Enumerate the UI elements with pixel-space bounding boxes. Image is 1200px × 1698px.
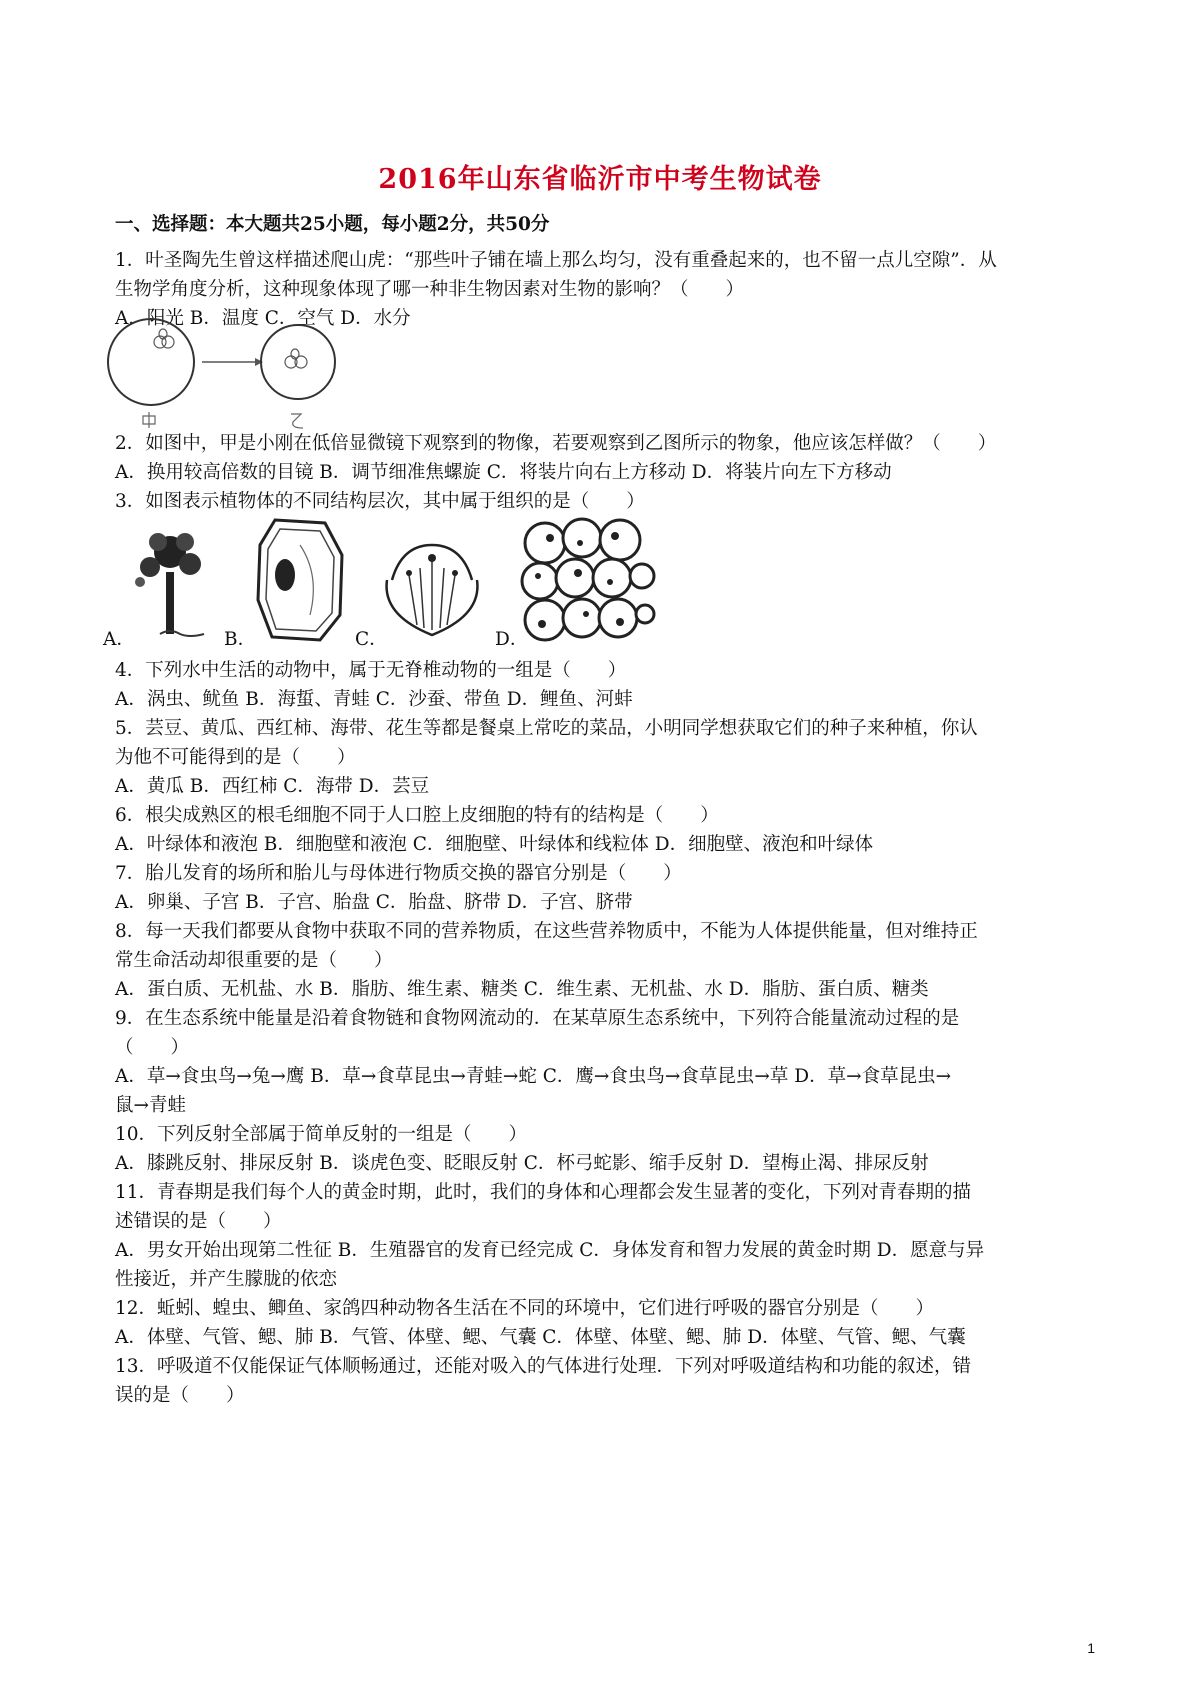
q3-label-b: B． (224, 629, 257, 650)
q3-label-a: A． (103, 629, 135, 650)
q4-stem: 4．下列水中生活的动物中，属于无脊椎动物的一组是（ ） (115, 660, 627, 681)
q3-label-d: D． (495, 629, 529, 650)
q10-stem: 10．下列反射全部属于简单反射的一组是（ ） (115, 1124, 528, 1145)
q8-line-2: 常生命活动却很重要的是（ ） (115, 950, 393, 971)
q10-options: A．膝跳反射、排尿反射 B．谈虎色变、眨眼反射 C．杯弓蛇影、缩手反射 D．望梅止渴、排尿反射 (115, 1153, 929, 1174)
q1-options: A．阳光 B．温度 C．空气 D．水分 (115, 308, 411, 329)
q2-options: A．换用较高倍数的目镜 B．调节细准焦螺旋 C．将装片向右上方移动 D．将装片向左下方移动 (115, 462, 892, 483)
q11-line-2: 述错误的是（ ） (115, 1211, 282, 1232)
q3-plant-cell-image (250, 515, 350, 645)
q12-options: A．体壁、气管、鳃、肺 B．气管、体壁、鳃、气囊 C．体壁、体壁、鳃、肺 D．体壁、气管、鳃、气囊 (115, 1327, 966, 1348)
page-title: 2016年山东省临沂市中考生物试卷 (378, 164, 822, 195)
q9-line-2: （ ） (115, 1037, 190, 1058)
q11-options-2: 性接近，并产生朦胧的依恋 (115, 1269, 338, 1290)
q3-flower-image (382, 540, 482, 640)
page-number: 1 (1087, 1640, 1095, 1656)
section-heading: 一、选择题：本大题共25小题，每小题2分，共50分 (115, 214, 550, 235)
q13-line-2: 误的是（ ） (115, 1385, 245, 1406)
q3-tree-image (130, 522, 210, 642)
field-circle-yi (261, 325, 335, 399)
q4-options: A．涡虫、鱿鱼 B．海蜇、青蛙 C．沙蚕、带鱼 D．鲤鱼、河蚌 (115, 689, 633, 710)
q11-line-1: 11．青春期是我们每个人的黄金时期，此时，我们的身体和心理都会发生显著的变化，下列对青春期的描 (115, 1182, 972, 1203)
q1-line-1: 1．叶圣陶先生曾这样描述爬山虎：“那些叶子铺在墙上那么均匀，没有重叠起来的，也不留一点儿空隙”．从 (115, 250, 997, 271)
q2-stem: 2．如图中，甲是小刚在低倍显微镜下观察到的物像，若要观察到乙图所示的物象，他应该怎样做？（ ） (115, 433, 997, 454)
q5-options: A．黄瓜 B．西红柿 C．海带 D．芸豆 (115, 776, 430, 797)
q8-line-1: 8．每一天我们都要从食物中获取不同的营养物质，在这些营养物质中，不能为人体提供能量，但对维持正 (115, 921, 978, 942)
q1-line-2: 生物学角度分析，这种现象体现了哪一种非生物因素对生物的影响？（ ） (115, 279, 745, 300)
q2-microscope-figure (105, 318, 345, 430)
q9-options-2: 鼠→青蛙 (115, 1095, 187, 1116)
q5-line-2: 为他不可能得到的是（ ） (115, 747, 356, 768)
q9-options-1: A．草→食虫鸟→兔→鹰 B．草→食草昆虫→青蛙→蛇 C．鹰→食虫鸟→食草昆虫→草 D．草→食草昆虫→ (115, 1066, 952, 1087)
q7-options: A．卵巢、子宫 B．子宫、胎盘 C．胎盘、脐带 D．子宫、脐带 (115, 892, 633, 913)
q3-tissue-image (520, 518, 655, 650)
q3-label-c: C． (355, 629, 388, 650)
q12-stem: 12．蚯蚓、蝗虫、鲫鱼、家鸽四种动物各生活在不同的环境中，它们进行呼吸的器官分别是（ ） (115, 1298, 935, 1319)
q6-stem: 6．根尖成熟区的根毛细胞不同于人口腔上皮细胞的特有的结构是（ ） (115, 805, 719, 826)
field-circle-jia (108, 319, 194, 405)
q7-stem: 7．胎儿发育的场所和胎儿与母体进行物质交换的器官分别是（ ） (115, 863, 682, 884)
q6-options: A．叶绿体和液泡 B．细胞壁和液泡 C．细胞壁、叶绿体和线粒体 D．细胞壁、液泡和叶绿体 (115, 834, 874, 855)
q11-options-1: A．男女开始出现第二性征 B．生殖器官的发育已经完成 C．身体发育和智力发展的黄金时期 D．愿意与异 (115, 1240, 985, 1261)
q3-stem: 3．如图表示植物体的不同结构层次，其中属于组织的是（ ） (115, 491, 645, 512)
q5-line-1: 5．芸豆、黄瓜、西红柿、海带、花生等都是餐桌上常吃的菜品，小明同学想获取它们的种子来种植，你认 (115, 718, 978, 739)
q13-line-1: 13．呼吸道不仅能保证气体顺畅通过，还能对吸入的气体进行处理．下列对呼吸道结构和功能的叙述，错 (115, 1356, 972, 1377)
q9-line-1: 9．在生态系统中能量是沿着食物链和食物网流动的．在某草原生态系统中，下列符合能量流动过程的是 (115, 1008, 960, 1029)
q8-options: A．蛋白质、无机盐、水 B．脂肪、维生素、糖类 C．维生素、无机盐、水 D．脂肪、蛋白质、糖类 (115, 979, 929, 1000)
